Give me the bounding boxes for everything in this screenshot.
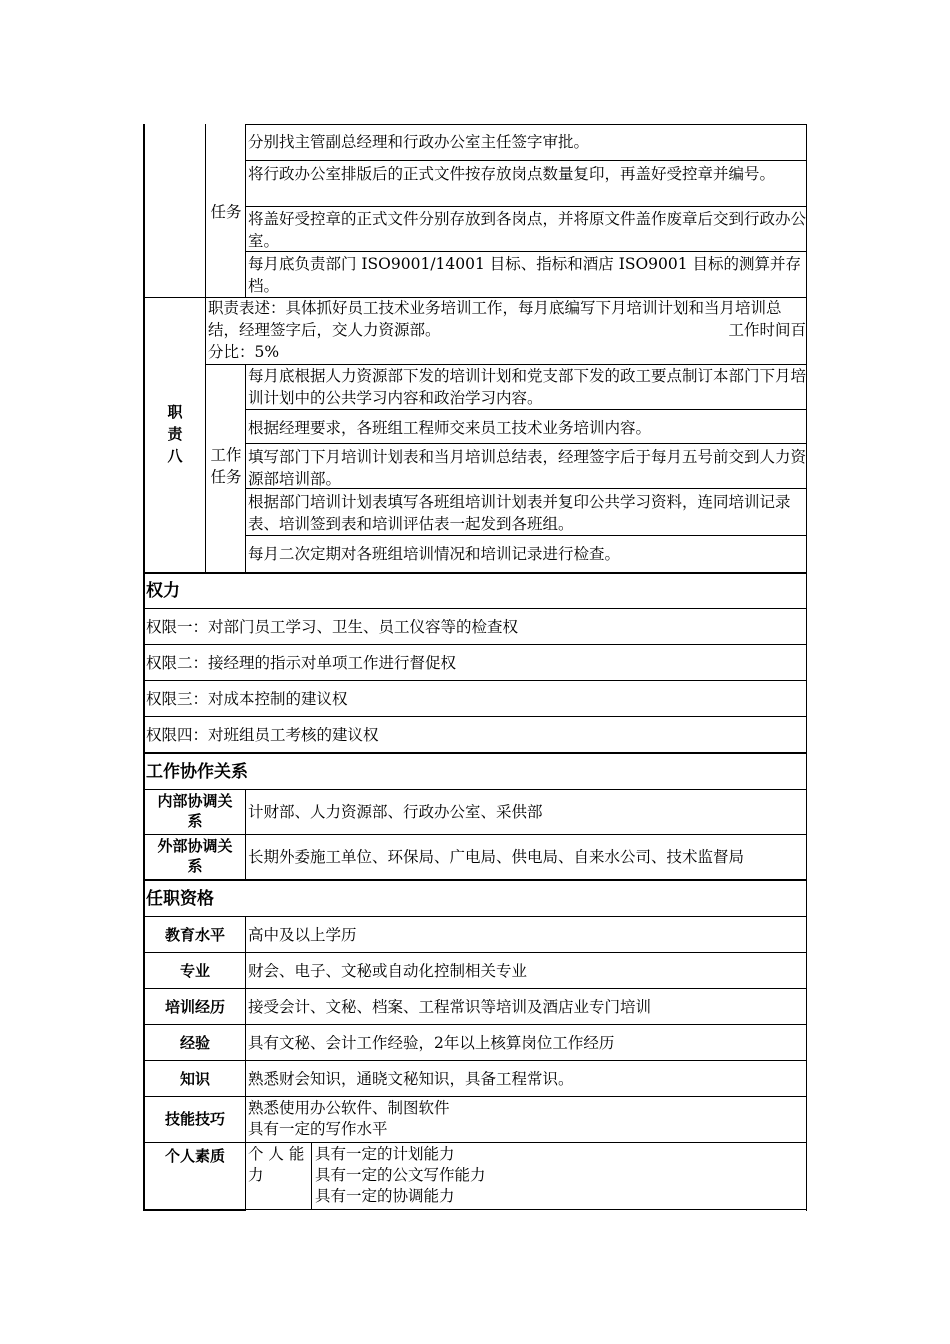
knowledge-value: 熟悉财会知识，通晓文秘知识，具备工程常识。	[248, 1069, 574, 1088]
table-border-left	[143, 124, 145, 1211]
authority-title: 权力	[146, 581, 180, 601]
authority-item-4: 权限四：对班组员工考核的建议权	[146, 725, 379, 744]
row-line	[143, 297, 807, 298]
internal-relations-value: 计财部、人力资源部、行政办公室、采供部	[248, 803, 543, 821]
ability-label: 个 人 能 力	[248, 1145, 305, 1184]
duty7-task-1: 分别找主管副总经理和行政办公室主任签字审批。	[248, 133, 590, 151]
row-line	[245, 206, 807, 207]
duty7-task-3: 将盖好受控章的正式文件分别存放到各岗点，并将原文件盖作废章后交到行政办公室。	[248, 210, 807, 250]
row-line	[143, 608, 807, 609]
duty7-task-2: 将行政办公室排版后的正式文件按存放岗点数量复印，再盖好受控章并编号。	[248, 165, 776, 183]
col-divider-relations	[245, 789, 246, 880]
duty8-description: 职责表述：具体抓好员工技术业务培训工作，每月底编写下月培训计划和当月培训总结，经理签字后，交人力资源部。	[208, 299, 782, 339]
training-label: 培训经历	[164, 997, 225, 1016]
qualifications-title: 任职资格	[146, 889, 214, 909]
duty8-task-2: 根据经理要求，各班组工程师交来员工技术业务培训内容。	[248, 419, 652, 437]
major-label: 专业	[179, 961, 210, 980]
section-line	[143, 879, 807, 881]
table-border-top	[245, 124, 807, 125]
row-line	[245, 251, 807, 252]
col-divider-b	[245, 124, 246, 298]
row-line	[245, 409, 807, 410]
col-divider-qualifications	[245, 916, 246, 1210]
section-line	[143, 572, 807, 574]
duty8-task-3: 填写部门下月培训计划表和当月培训总结表，经理签字后于每月五号前交到人力资源部培训部。	[248, 448, 807, 488]
row-line	[143, 789, 807, 790]
row-line	[143, 952, 807, 953]
authority-item-3: 权限三：对成本控制的建议权	[146, 689, 348, 708]
duty7-task-4: 每月底负责部门 ISO9001/14001 目标、指标和酒店 ISO9001 目标的测算并存档。	[248, 255, 802, 295]
row-line	[143, 680, 807, 681]
row-line	[143, 1060, 807, 1061]
duty8-time-tail: 工作时间百	[728, 321, 806, 339]
skills-value: 熟悉使用办公软件、制图软件 具有一定的写作水平	[248, 1099, 450, 1138]
ability-value: 具有一定的计划能力 具有一定的公文写作能力 具有一定的协调能力	[315, 1145, 486, 1205]
row-line	[143, 1142, 807, 1143]
row-line	[143, 834, 807, 835]
col-divider-a	[205, 124, 206, 573]
external-relations-label: 外部协调关 系	[157, 837, 233, 875]
col-divider-c	[245, 365, 246, 573]
authority-item-1: 权限一：对部门员工学习、卫生、员工仪容等的检查权	[146, 617, 519, 636]
experience-label: 经验	[179, 1033, 210, 1052]
duty7-task-label: 任务	[210, 203, 242, 221]
row-line	[143, 916, 807, 917]
personal-label: 个人素质	[164, 1147, 225, 1165]
duty8-task-1: 每月底根据人力资源部下发的培训计划和党支部下发的政工要点制订本部门下月培训计划中的公共学习内容和政治学习内容。	[248, 367, 807, 407]
row-line	[245, 443, 807, 444]
row-line	[143, 1096, 807, 1097]
education-value: 高中及以上学历	[248, 925, 357, 944]
knowledge-label: 知识	[179, 1069, 210, 1088]
row-line	[143, 988, 807, 989]
authority-item-2: 权限二：接经理的指示对单项工作进行督促权	[146, 653, 457, 672]
skills-label: 技能技巧	[164, 1110, 225, 1128]
table-border-bottom	[245, 1209, 807, 1210]
col-divider-ability	[311, 1142, 312, 1210]
duty8-time-percent: 分比：5%	[208, 343, 280, 361]
duty8-task-label: 工作 任务	[210, 446, 242, 486]
row-line	[245, 160, 807, 161]
internal-relations-label: 内部协调关 系	[157, 792, 233, 830]
table-border-bottom-left	[143, 1209, 246, 1211]
education-label: 教育水平	[164, 925, 225, 944]
table-border-right	[806, 124, 807, 1211]
row-line	[143, 644, 807, 645]
row-line	[143, 1024, 807, 1025]
external-relations-value: 长期外委施工单位、环保局、广电局、供电局、自来水公司、技术监督局	[248, 848, 745, 866]
section-line	[143, 752, 807, 754]
experience-value: 具有文秘、会计工作经验，2年以上核算岗位工作经历	[248, 1033, 615, 1052]
relations-title: 工作协作关系	[146, 762, 248, 782]
duty8-task-5: 每月二次定期对各班组培训情况和培训记录进行检查。	[248, 545, 621, 563]
duty8-task-4: 根据部门培训计划表填写各班组培训计划表并复印公共学习资料，连同培训记录表、培训签到表和培训评估表一起发到各班组。	[248, 493, 791, 533]
row-line	[143, 716, 807, 717]
row-line	[245, 535, 807, 536]
training-value: 接受会计、文秘、档案、工程常识等培训及酒店业专门培训	[248, 997, 652, 1016]
row-line	[245, 488, 807, 489]
major-value: 财会、电子、文秘或自动化控制相关专业	[248, 961, 528, 980]
duty8-label: 职 责 八	[167, 403, 183, 465]
row-line	[205, 364, 807, 365]
